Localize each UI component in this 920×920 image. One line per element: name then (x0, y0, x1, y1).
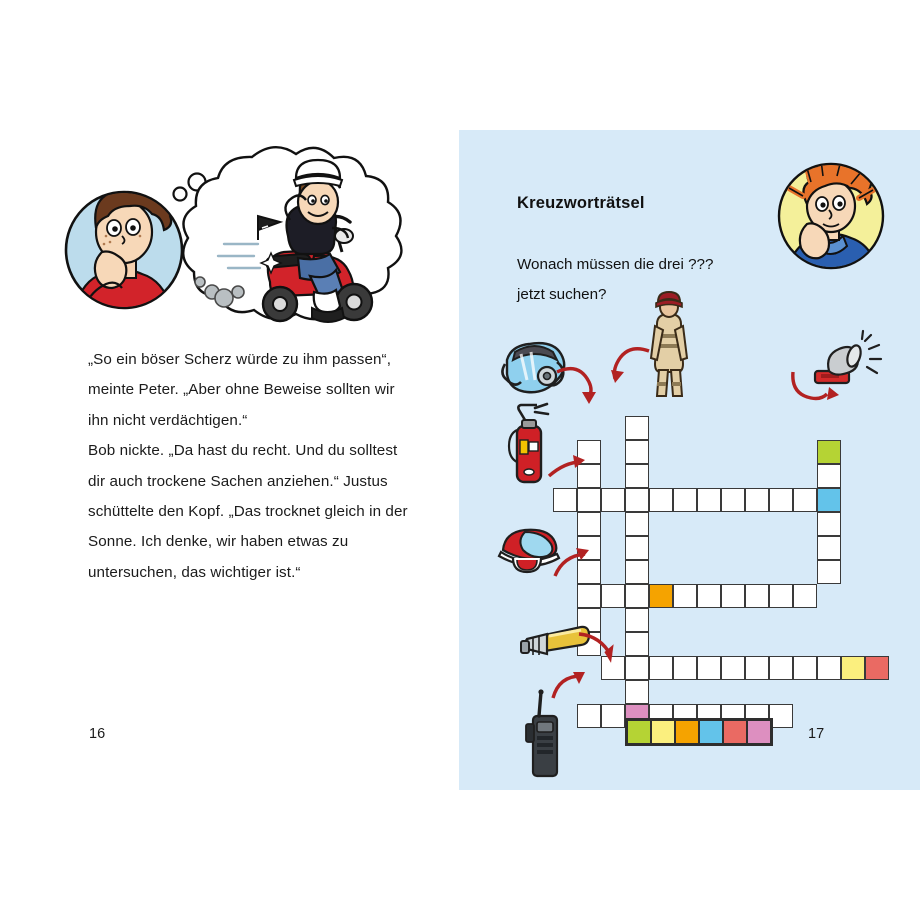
arrow-walkie-talkie (547, 670, 595, 704)
crossword-cell[interactable] (721, 656, 745, 680)
crossword-cell[interactable] (601, 704, 625, 728)
story-paragraph-2: Bob nickte. „Da hast du recht. Und du solltest dir auch trockene Sachen anziehen.“ Justus schüttelte den Kopf. „Das trocknet gleich in der Sonne. Ich denke, wir haben etwas zu untersuchen, das wichtiger ist.“ (88, 442, 408, 581)
crossword-cell[interactable] (625, 584, 649, 608)
arrow-fire-extinguisher (547, 450, 589, 480)
answer-strip-cell[interactable] (747, 720, 771, 744)
crossword-cell[interactable] (745, 584, 769, 608)
boy-portrait-circle (66, 172, 182, 330)
page-number-right: 17 (808, 726, 825, 742)
crossword-cell[interactable] (865, 656, 889, 680)
crossword-cell[interactable] (553, 488, 577, 512)
puzzle-question-line-1: Wonach müssen die drei ??? (517, 256, 714, 273)
crossword-cell[interactable] (577, 704, 601, 728)
crossword-cell[interactable] (721, 488, 745, 512)
crossword-cell[interactable] (817, 464, 841, 488)
puzzle-question-line-2: jetzt suchen? (517, 286, 607, 303)
answer-strip-cell[interactable] (651, 720, 675, 744)
crossword-cell[interactable] (625, 464, 649, 488)
crossword-cell[interactable] (577, 488, 601, 512)
crossword-cell[interactable] (697, 488, 721, 512)
crossword-cell[interactable] (817, 512, 841, 536)
crossword-cell[interactable] (673, 584, 697, 608)
crossword-cell[interactable] (793, 584, 817, 608)
crossword-cell[interactable] (769, 584, 793, 608)
arrow-gas-mask (553, 366, 601, 406)
crossword-cell[interactable] (625, 536, 649, 560)
crossword-cell[interactable] (673, 656, 697, 680)
story-paragraph-1: „So ein böser Scherz würde zu ihm passen“, meinte Peter. „Aber ohne Beweise sollten wir ihn nicht verdächtigen.“ (88, 351, 395, 429)
boy-thinking-illustration (62, 132, 412, 347)
crossword-cell[interactable] (697, 656, 721, 680)
page-title: Kreuzworträtsel (517, 194, 645, 212)
answer-strip-cell[interactable] (627, 720, 651, 744)
crossword-cell[interactable] (817, 656, 841, 680)
crossword-cell[interactable] (625, 632, 649, 656)
story-text (88, 345, 408, 588)
crossword-cell[interactable] (721, 584, 745, 608)
crossword-cell[interactable] (793, 656, 817, 680)
crossword-cell[interactable] (697, 584, 721, 608)
crossword-cell[interactable] (625, 608, 649, 632)
page-number-left: 16 (89, 726, 106, 742)
crossword-cell[interactable] (601, 488, 625, 512)
crossword-cell[interactable] (817, 440, 841, 464)
arrow-flashlight (577, 630, 625, 664)
answer-strip-cell[interactable] (723, 720, 747, 744)
crossword-cell[interactable] (625, 560, 649, 584)
crossword-cell[interactable] (625, 512, 649, 536)
answer-strip-cell[interactable] (675, 720, 699, 744)
crossword-cell[interactable] (601, 584, 625, 608)
crossword-cell[interactable] (745, 656, 769, 680)
crossword-cell[interactable] (769, 488, 793, 512)
arrow-fire-helmet (553, 546, 597, 580)
crossword-cell[interactable] (817, 560, 841, 584)
crossword-cell[interactable] (817, 488, 841, 512)
crossword-cell[interactable] (793, 488, 817, 512)
arrow-firefighter (609, 345, 655, 385)
crossword-cell[interactable] (649, 488, 673, 512)
crossword-cell[interactable] (817, 536, 841, 560)
crossword-cell[interactable] (625, 680, 649, 704)
crossword-cell[interactable] (673, 488, 697, 512)
crossword-cell[interactable] (625, 488, 649, 512)
crossword-cell[interactable] (841, 656, 865, 680)
fire-extinguisher-icon (505, 400, 553, 490)
crossword-cell[interactable] (625, 440, 649, 464)
crossword-cell[interactable] (577, 512, 601, 536)
arrow-siren (791, 368, 837, 410)
crossword-cell[interactable] (769, 656, 793, 680)
answer-strip[interactable] (625, 718, 773, 746)
right-page-puzzle (459, 130, 920, 790)
crossword-cell[interactable] (649, 656, 673, 680)
answer-strip-cell[interactable] (699, 720, 723, 744)
crossword-cell[interactable] (745, 488, 769, 512)
crossword-cell[interactable] (625, 416, 649, 440)
crossword-cell[interactable] (625, 656, 649, 680)
crossword-cell[interactable] (649, 584, 673, 608)
crossword-cell[interactable] (577, 584, 601, 608)
